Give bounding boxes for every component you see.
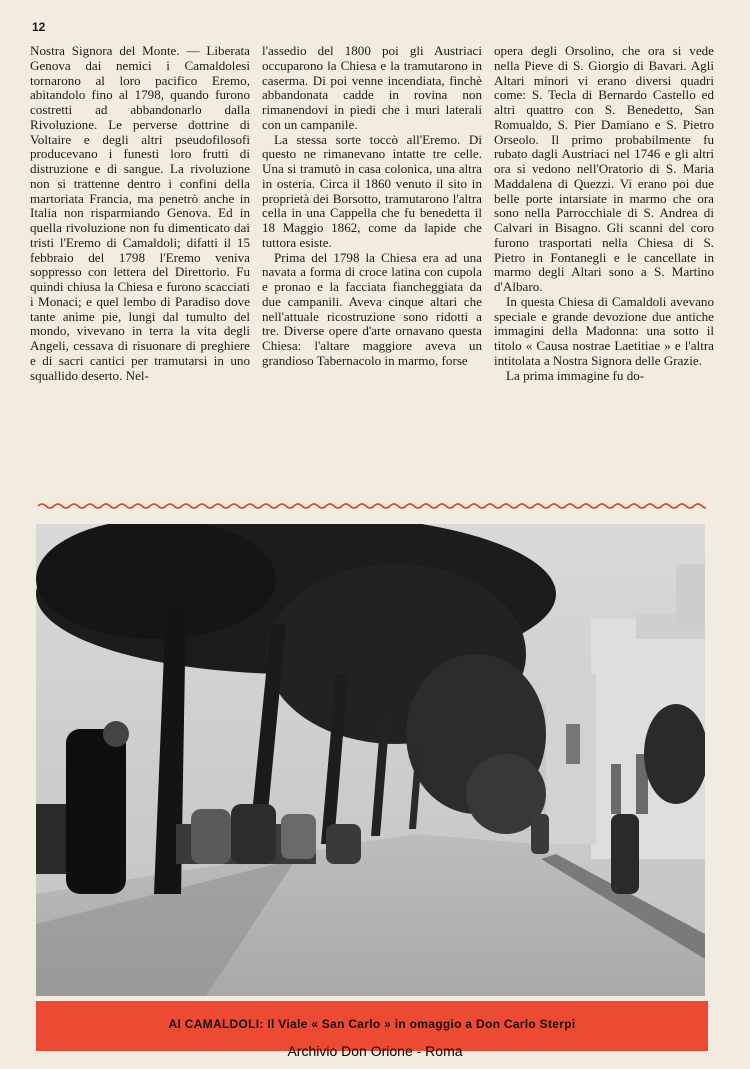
paragraph: In questa Chiesa di Camaldoli avevano speciale e grande devozione due antiche immagini della Madonna: una sotto il titolo « Causa nostrae Laetitiae » e l'altra intitolata a Nostra Signora delle Grazie. bbox=[494, 293, 714, 368]
paragraph: Prima del 1798 la Chiesa era ad una navata a forma di croce latina con cupola e pronao e la facciata fiancheggiata da due campanili. Aveva cinque altari che nell'attuale ricostruzione sono ridotti a tre. Diverse opere d'arte ornavano questa Chiesa: l'altare maggiore aveva un grandioso Tabernacolo in marmo, forse bbox=[262, 249, 482, 368]
caption-text: AI CAMALDOLI: Il Viale « San Carlo » in omaggio a Don Carlo Sterpi bbox=[168, 1017, 576, 1031]
paragraph: La stessa sorte toccò all'Eremo. Di questo ne rimanevano intatte tre celle. Una si tramutò in casa colonica, una altra in osteria. Circa il 1860 venuto il sito in proprietà dei Borsotto, tramutarono l'altra cella in una Cappella che fu benedetta il 18 Maggio 1862, come da lapide che tuttora esiste. bbox=[262, 131, 482, 250]
article-columns bbox=[30, 44, 714, 488]
paragraph: l'assedio del 1800 poi gli Austriaci occuparono la Chiesa e la tramutarono in caserma. Di poi venne incendiata, finchè abbandonata cadde in rovina non rimanendovi in piedi che i muri laterali con un campanile. bbox=[262, 44, 482, 132]
standing-man bbox=[66, 729, 126, 894]
wave-divider bbox=[38, 502, 706, 510]
page-number: 12 bbox=[32, 20, 46, 34]
article-column-3 bbox=[494, 44, 714, 488]
paragraph: opera degli Orsolino, che ora si vede nella Pieve di S. Giorgio di Bavari. Agli Altari minori vi erano diversi quadri come: S. Tecla di Bernardo Castello ed altri quattro con S. Benedetto, San Romualdo, S. Pier Damiano e S. Pietro Orseolo. Il primo probabilmente fu rubato dagli Austriaci nel 1746 e gli altri ora si vedono nell'Oratorio di S. Maria Maddalena di Quezzi. Vi erano poi due belle porte intarsiate in marmo che ora sono nella Parrocchiale di S. Andrea di Calvari in Bisagno. Gli scanni del coro furono trasportati nella Chiesa di S. Pietro in Fontanegli e le cancellate in marmo degli Altari sono a S. Martino d'Albaro. bbox=[494, 44, 714, 294]
paragraph: Nostra Signora del Monte. — Liberata Genova dai nemici i Camaldolesi tornarono al loro pacifico Eremo, abitandolo fino al 1798, quando furono costretti ad abbandonarlo dalla Rivoluzione. Le perverse dottrine di Voltaire e degli altri pseudofilosofi producevano i funesti loro frutti di distruzione e di sangue. La rivoluzione non si trattenne dentro i confini della martoriata Francia, ma penetrò anche in Italia non risparmiando Genova. Ed in quella rivoluzione non fu dimenticato dai tristi l'Eremo di Camaldoli; difatti il 15 febbraio del 1798 l'Eremo veniva soppresso con lettera del Direttorio. Fu quindi chiusa la Chiesa e furono scacciati i Monaci; e quel lembo di Paradiso dove tante anime pie, lungi dal tumulto del mondo, vivevano in terra la vita degli Angeli, cessava di risuonare di preghiere e di sacri cantici per tramutarsi in uno squallido deserto. Nel- bbox=[30, 44, 250, 383]
article-column-1 bbox=[30, 44, 250, 488]
archive-watermark: Archivio Don Orione - Roma bbox=[287, 1043, 463, 1059]
street-photo bbox=[36, 524, 705, 996]
article-column-2 bbox=[262, 44, 482, 488]
paragraph: La prima immagine fu do- bbox=[506, 367, 645, 383]
